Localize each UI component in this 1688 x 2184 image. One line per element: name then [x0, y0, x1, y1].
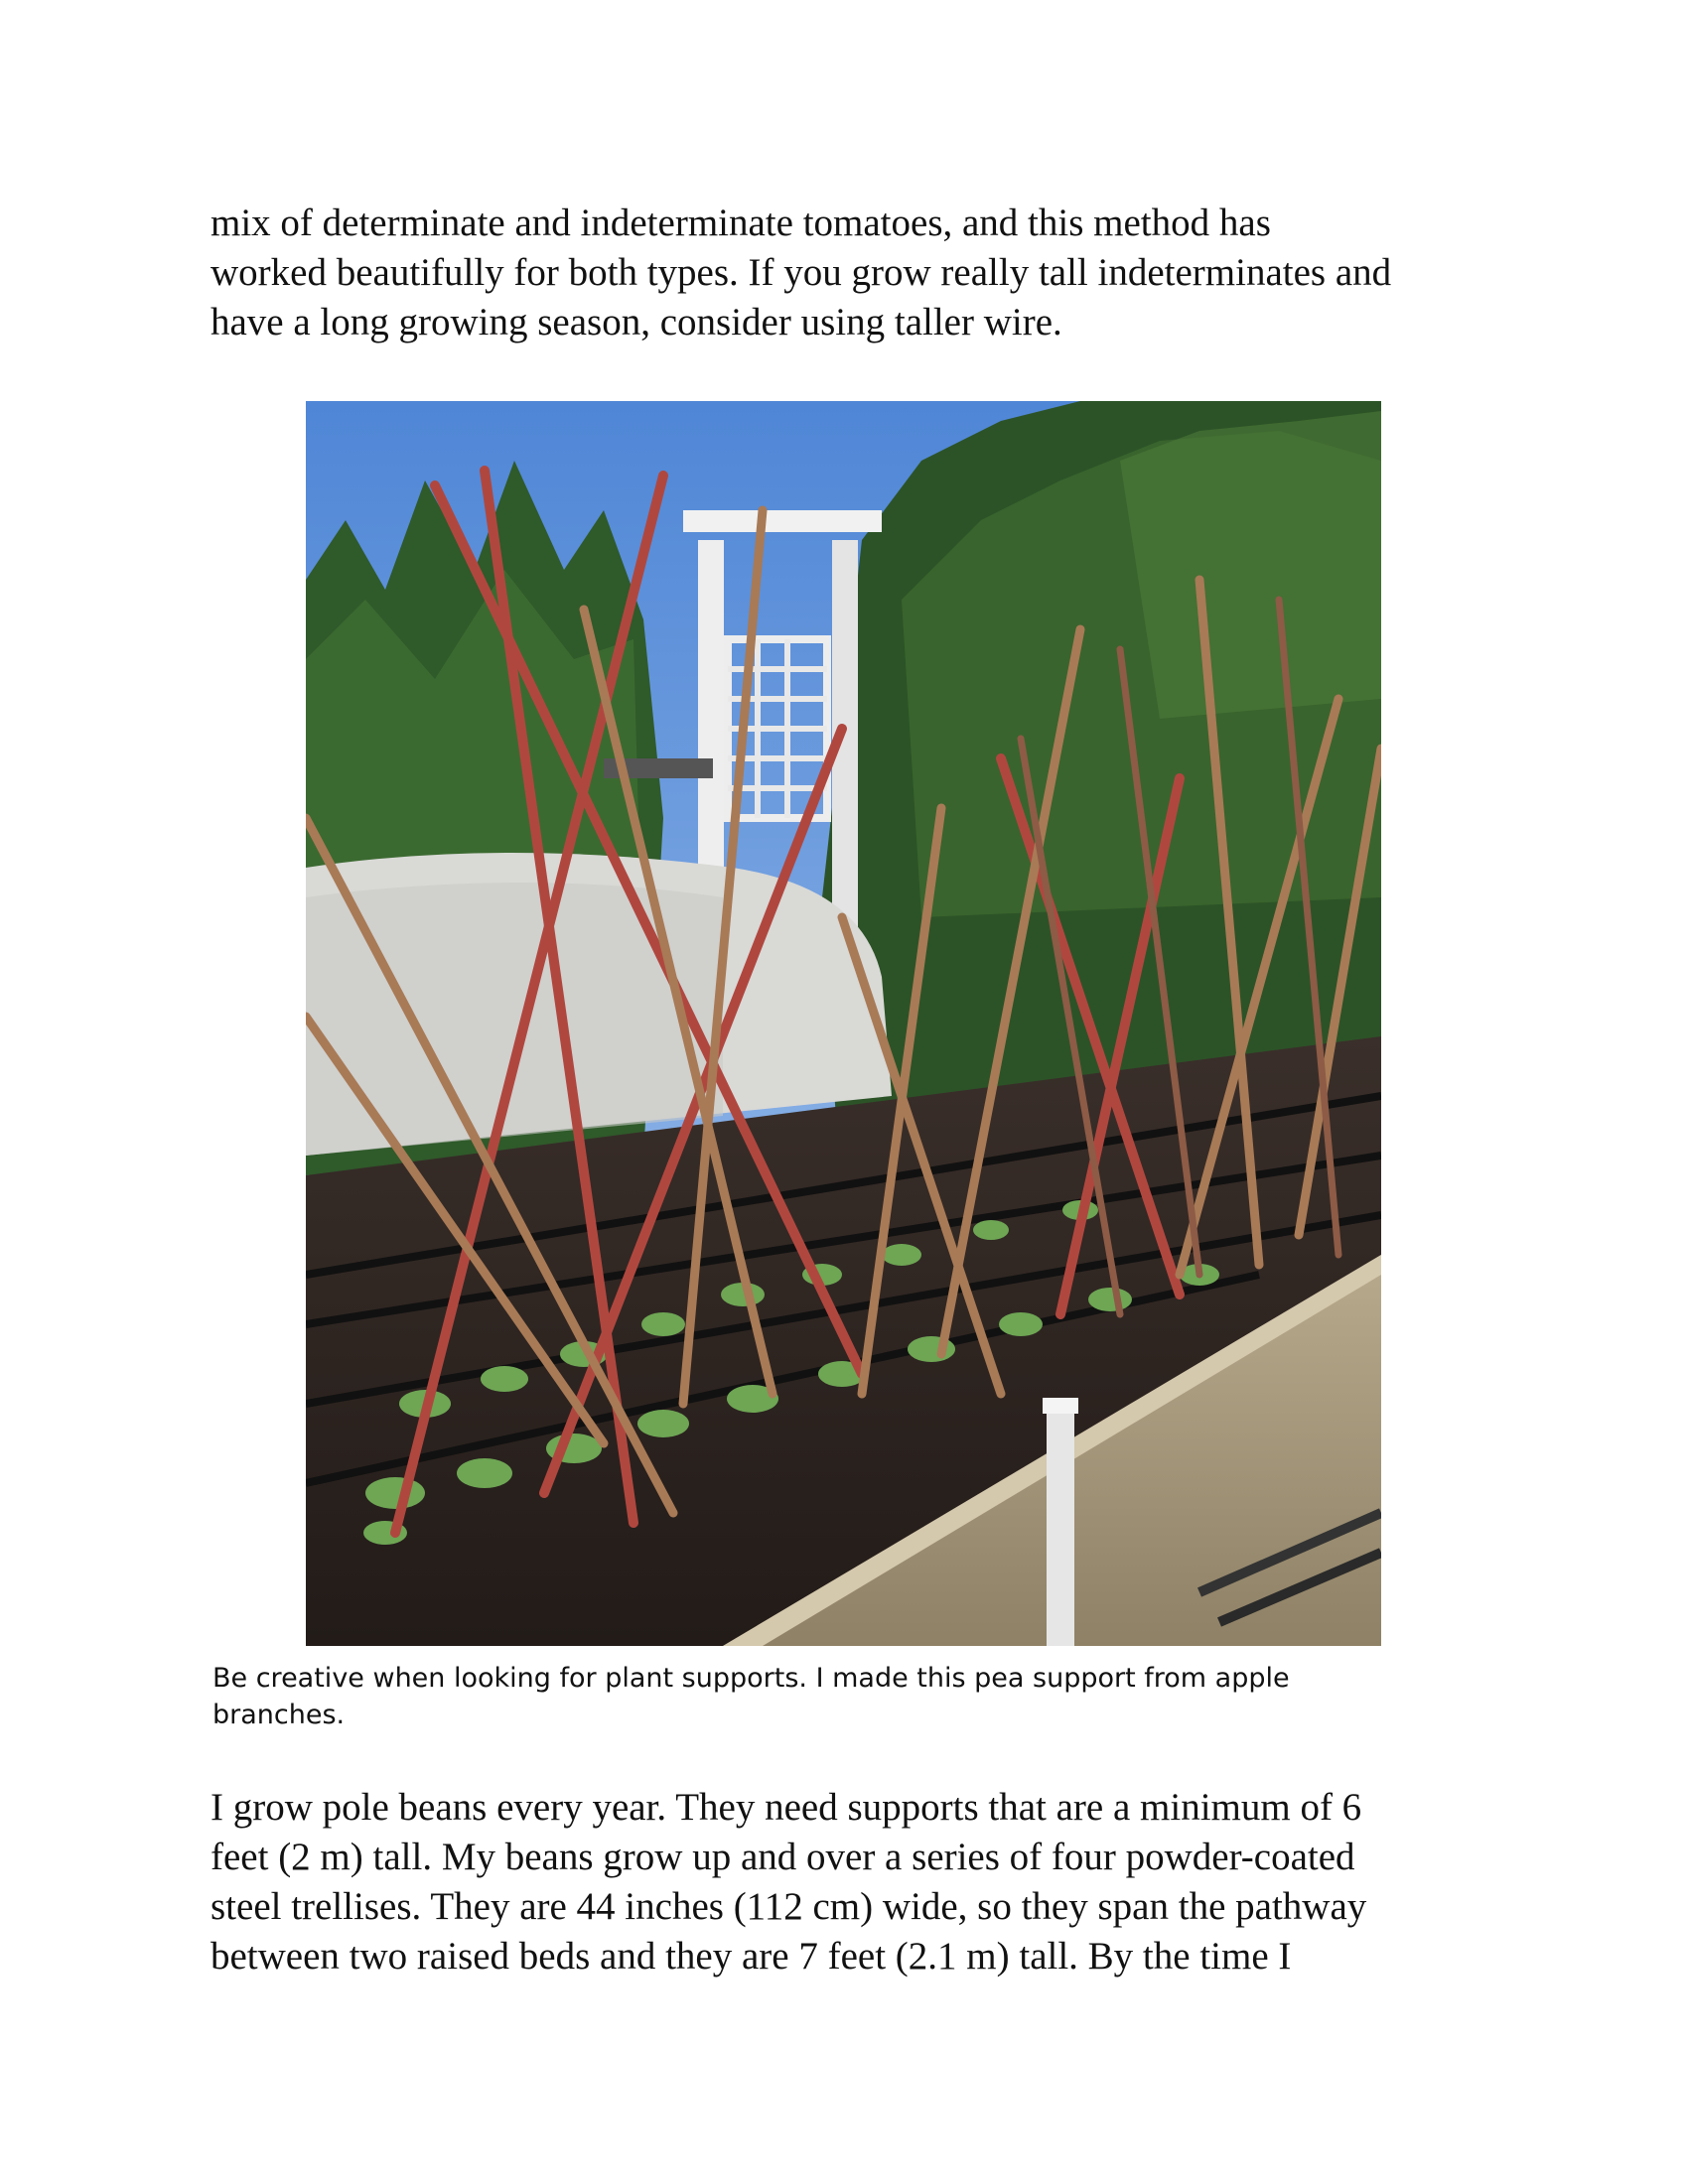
- body-paragraph-bottom: [211, 1783, 1501, 1981]
- text-line: worked beautifully for both types. If you grow really tall indeterminates and: [211, 251, 1392, 294]
- pea-support-illustration: [306, 401, 1381, 1646]
- caption-line: Be creative when looking for plant supports. I made this pea support from apple: [212, 1663, 1290, 1694]
- text-line: steel trellises. They are 44 inches (112 cm) wide, so they span the pathway: [211, 1885, 1367, 1928]
- text-line: between two raised beds and they are 7 feet (2.1 m) tall. By the time I: [211, 1935, 1292, 1978]
- text-line: mix of determinate and indeterminate tomatoes, and this method has: [211, 202, 1271, 244]
- garden-photo: [306, 401, 1381, 1646]
- caption-line: branches.: [212, 1700, 346, 1730]
- white-pipe: [1047, 1404, 1074, 1646]
- text-line: feet (2 m) tall. My beans grow up and over a series of four powder-coated: [211, 1836, 1355, 1878]
- body-paragraph-top: [211, 199, 1501, 347]
- figure-caption: [212, 1660, 1503, 1733]
- text-line: I grow pole beans every year. They need supports that are a minimum of 6: [211, 1786, 1362, 1829]
- text-line: have a long growing season, consider using taller wire.: [211, 301, 1062, 343]
